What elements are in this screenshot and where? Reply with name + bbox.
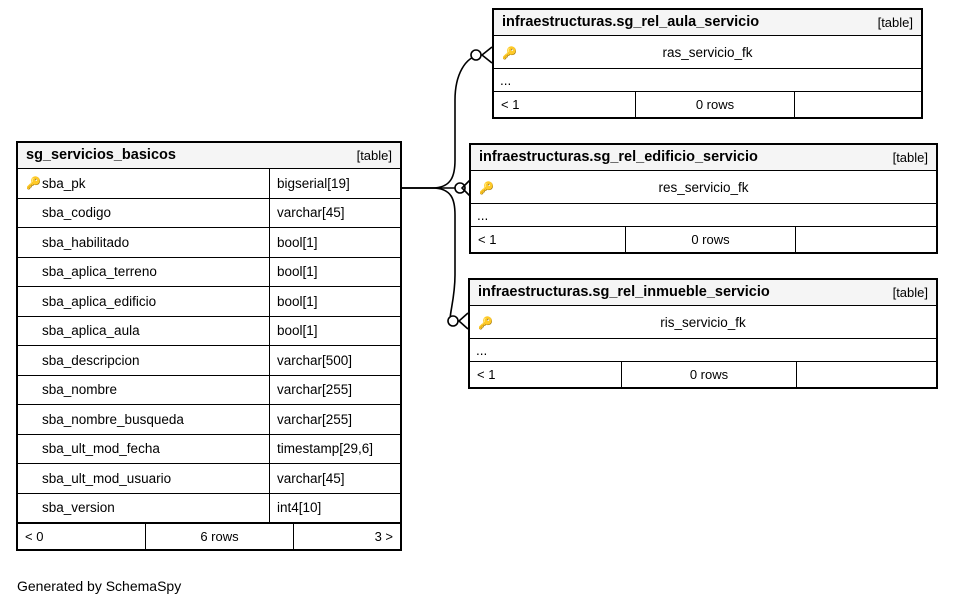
column-name: sba_version [42,500,115,516]
table-row[interactable] [18,376,400,406]
column-type: int4[10] [277,500,322,516]
table-row[interactable] [18,169,400,199]
column-name-cell [18,287,270,316]
footer-next-link[interactable] [797,362,936,387]
table-row[interactable] [18,317,400,347]
table-row[interactable] [18,464,400,494]
column-name-cell [18,169,270,198]
footer-row-count: 6 rows [146,524,294,549]
column-type: varchar[45] [277,470,345,486]
footer-row-count: 0 rows [636,92,795,117]
foreign-key-icon: 🔑 [479,180,494,195]
table-sg-servicios-basicos[interactable] [16,141,402,551]
column-name-cell [471,171,936,204]
column-name: sba_nombre [42,382,118,398]
table-footer [18,523,400,549]
column-name-cell [470,306,936,339]
table-row[interactable] [18,435,400,465]
table-title: sg_servicios_basicos [26,147,176,163]
column-name-cell [18,464,270,493]
column-name-cell [18,258,270,287]
column-type: bool[1] [277,264,318,280]
footer-next-link[interactable] [795,92,921,117]
table-header [470,280,936,306]
table-title: infraestructuras.sg_rel_inmueble_servicio [478,284,770,300]
table-header [494,10,921,36]
column-name: sba_ult_mod_usuario [42,470,172,486]
column-type: timestamp[29,6] [277,441,374,457]
table-row[interactable] [18,199,400,229]
table-row[interactable] [470,306,936,339]
table-type-tag: [table] [892,284,928,300]
table-type-tag: [table] [356,147,392,163]
footer-prev-link[interactable]: < 1 [471,227,626,252]
column-type: varchar[45] [277,205,345,221]
column-name-cell [18,376,270,405]
column-name: sba_pk [42,175,86,191]
table-sg-rel-aula-servicio[interactable] [492,8,923,119]
table-row[interactable] [471,171,936,204]
table-row[interactable] [18,346,400,376]
column-name-cell [18,435,270,464]
column-name: sba_aplica_terreno [42,264,157,280]
table-sg-rel-inmueble-servicio[interactable] [468,278,938,389]
foreign-key-icon: 🔑 [502,45,517,60]
column-name: sba_aplica_aula [42,323,140,339]
column-name: sba_codigo [42,205,112,221]
column-name-cell [18,317,270,346]
foreign-key-icon: 🔑 [478,315,493,330]
column-name-cell [18,199,270,228]
column-type: bool[1] [277,323,318,339]
column-type: varchar[500] [277,352,353,368]
column-name: ras_servicio_fk [662,45,753,60]
table-sg-rel-edificio-servicio[interactable] [469,143,938,254]
column-type: bool[1] [277,234,318,250]
column-name: sba_habilitado [42,234,130,250]
column-name-cell [18,405,270,434]
column-name: sba_nombre_busqueda [42,411,184,427]
column-name-cell [494,36,921,69]
footer-row-count: 0 rows [622,362,797,387]
table-type-tag: [table] [877,14,913,30]
table-row[interactable] [18,494,400,524]
column-type: varchar[255] [277,411,353,427]
footer-next-link[interactable] [796,227,936,252]
table-type-tag: [table] [892,149,928,165]
column-type: varchar[255] [277,382,353,398]
table-footer [470,362,936,387]
column-type: bool[1] [277,293,318,309]
table-row[interactable] [18,287,400,317]
column-name: sba_aplica_edificio [42,293,157,309]
column-name: sba_descripcion [42,352,140,368]
footer-prev-link[interactable]: < 1 [494,92,636,117]
table-header [471,145,936,171]
more-columns-ellipsis: ... [494,69,921,92]
table-row[interactable] [18,228,400,258]
primary-key-icon: 🔑 [26,176,41,191]
table-footer [471,227,936,252]
more-columns-ellipsis: ... [471,204,936,227]
column-name: ris_servicio_fk [660,315,746,330]
column-name: res_servicio_fk [658,180,749,195]
column-type: bigserial[19] [277,175,350,191]
footer-prev-link[interactable]: < 1 [470,362,622,387]
table-row[interactable] [18,258,400,288]
column-name-cell [18,346,270,375]
footer-prev-link[interactable]: < 0 [18,524,146,549]
table-title: infraestructuras.sg_rel_edificio_servicio [479,149,758,165]
table-row[interactable] [18,405,400,435]
more-columns-ellipsis: ... [470,339,936,362]
column-name-cell [18,228,270,257]
table-row[interactable] [494,36,921,69]
table-footer [494,92,921,117]
generated-by-credit: Generated by SchemaSpy [17,578,182,594]
column-name-cell [18,494,270,523]
column-name: sba_ult_mod_fecha [42,441,160,457]
table-header [18,143,400,169]
footer-row-count: 0 rows [626,227,796,252]
footer-next-link[interactable]: 3 > [374,529,393,544]
table-title: infraestructuras.sg_rel_aula_servicio [502,14,760,30]
